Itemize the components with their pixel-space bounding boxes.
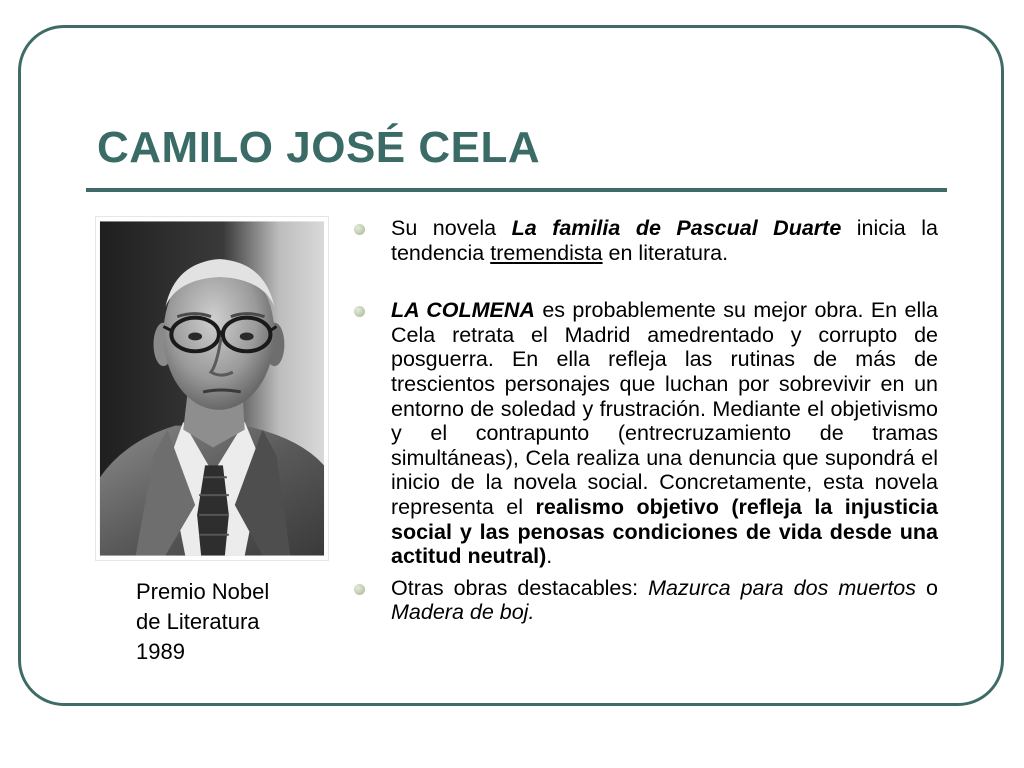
book-title-pascual-duarte: La familia de Pascual Duarte [511, 216, 842, 240]
bullet-2-text: es probablemente su mejor obra. En ella Cela retrata el Madrid amedrentado y corrupto de posguerra. En ella refleja las rutinas de más de trescientos personajes que luchan por sobrevivir en un entorno de soledad y frustración. Mediante el objetivismo y el contrapunto (entrecruzamiento de tramas simultáneas), Cela realiza una denuncia que supondrá el inicio de la novela social. Concretamente, esta novela representa el [391, 298, 938, 519]
bullet-dot-icon [354, 306, 365, 317]
caption-line-1: Premio Nobel [136, 579, 270, 604]
caption-line-2: de Literatura [136, 609, 260, 634]
portrait-photo [95, 216, 329, 561]
work-title-madera-de-boj: Madera de boj. [391, 600, 535, 625]
bullet-item-other-works [352, 576, 938, 625]
caption-line-3: 1989 [136, 639, 185, 664]
photo-caption [136, 577, 316, 667]
bullet-item-pascual-duarte [352, 216, 938, 265]
slide-title: CAMILO JOSÉ CELA [97, 123, 541, 172]
work-title-mazurca: Mazurca para dos muertos [648, 575, 917, 600]
bullet-item-la-colmena [352, 298, 938, 569]
bullet-list [352, 216, 938, 625]
book-title-la-colmena: LA COLMENA [391, 298, 535, 323]
bullet-dot-icon [354, 584, 365, 595]
title-underline [86, 188, 947, 192]
term-tremendista: tremendista [490, 240, 603, 265]
bullet-3-text: Otras obras destacables: [391, 575, 649, 600]
bullet-1-text: Su novela [391, 216, 512, 240]
bullet-2-text-2: . [546, 544, 553, 569]
bullet-1-text-2: inicia la tendencia [391, 216, 938, 265]
bullet-1-text-3: en literatura. [602, 240, 729, 265]
bullet-dot-icon [354, 224, 365, 235]
bullet-2-bold-text: realismo objetivo (refleja la injusticia social y las penosas condiciones de vida desde una actitud neutral) [391, 494, 938, 569]
portrait-image [96, 217, 328, 560]
bullet-3-text-2: o [916, 575, 938, 600]
